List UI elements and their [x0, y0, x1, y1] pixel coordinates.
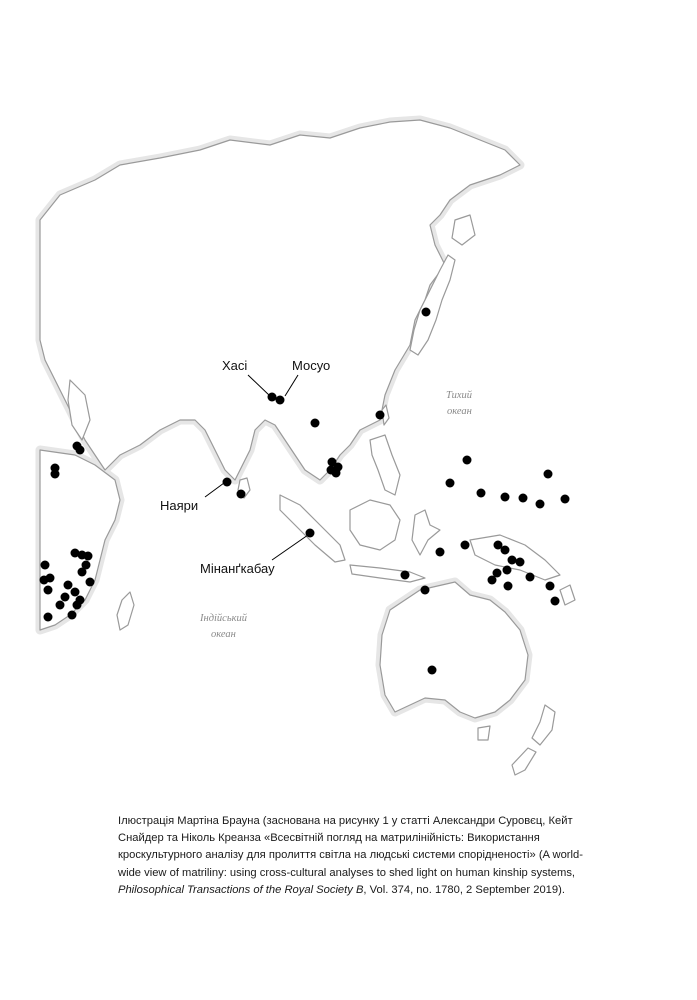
society-marker: [561, 495, 570, 504]
society-marker: [268, 393, 277, 402]
society-marker: [461, 541, 470, 550]
society-marker: [422, 308, 431, 317]
label-khasi: Хасі: [222, 358, 248, 373]
society-marker: [536, 500, 545, 509]
society-marker: [488, 576, 497, 585]
society-marker: [401, 571, 410, 580]
society-marker: [86, 578, 95, 587]
society-marker: [71, 588, 80, 597]
society-marker: [306, 529, 315, 538]
society-marker: [40, 576, 49, 585]
ocean-label-pacific-1: Тихий: [446, 390, 472, 401]
society-marker: [237, 490, 246, 499]
society-marker: [84, 552, 93, 561]
society-marker: [61, 593, 70, 602]
society-marker: [51, 470, 60, 479]
society-marker: [41, 561, 50, 570]
society-marker: [544, 470, 553, 479]
caption-text-end: , Vol. 374, no. 1780, 2 September 2019).: [363, 883, 565, 896]
land: [40, 120, 575, 775]
society-marker: [428, 666, 437, 675]
society-marker: [56, 601, 65, 610]
society-marker: [311, 419, 320, 428]
label-mosuo: Мосуо: [292, 358, 331, 373]
society-marker: [508, 556, 517, 565]
society-marker: [503, 566, 512, 575]
caption-text-main: Ілюстрація Мартіна Брауна (заснована на рисунку 1 у статті Александри Суровєц, Кейт Снайдер та Ніколь Креанза «Всесвітній погляд на матрилінійність: Використання кроскультурного аналізу для пролиття світла на людські системи спорідненості» (A world-wide view of matriliny: using cross-cultural analyses to shed light on human kinship systems,: [118, 815, 583, 879]
caption-journal-title: Philosophical Transactions of the Royal Society B: [118, 883, 364, 896]
society-marker: [44, 586, 53, 595]
society-marker: [551, 597, 560, 606]
society-marker: [501, 493, 510, 502]
label-nayar: Наяри: [160, 498, 199, 513]
society-marker: [223, 478, 232, 487]
ocean-label-indian-1: Індійський: [200, 613, 248, 624]
leader-nayar: [205, 483, 224, 497]
society-marker: [546, 582, 555, 591]
society-marker: [64, 581, 73, 590]
society-marker: [516, 558, 525, 567]
society-marker: [376, 411, 385, 420]
ocean-label-indian-2: океан: [211, 629, 236, 640]
society-marker: [519, 494, 528, 503]
society-marker: [446, 479, 455, 488]
society-marker: [78, 568, 87, 577]
society-marker: [44, 613, 53, 622]
society-marker: [504, 582, 513, 591]
figure-caption: [118, 813, 598, 899]
society-marker: [421, 586, 430, 595]
society-marker: [73, 442, 82, 451]
society-marker: [526, 573, 535, 582]
society-marker: [327, 466, 336, 475]
society-marker: [73, 601, 82, 610]
ocean-label-pacific-2: океан: [447, 406, 472, 417]
society-marker: [477, 489, 486, 498]
society-marker: [68, 611, 77, 620]
society-marker: [436, 548, 445, 557]
label-minangkabau: Мінанґкабау: [200, 561, 275, 576]
society-marker: [276, 396, 285, 405]
society-marker: [501, 546, 510, 555]
leader-minangkabau: [272, 535, 308, 560]
society-marker: [463, 456, 472, 465]
